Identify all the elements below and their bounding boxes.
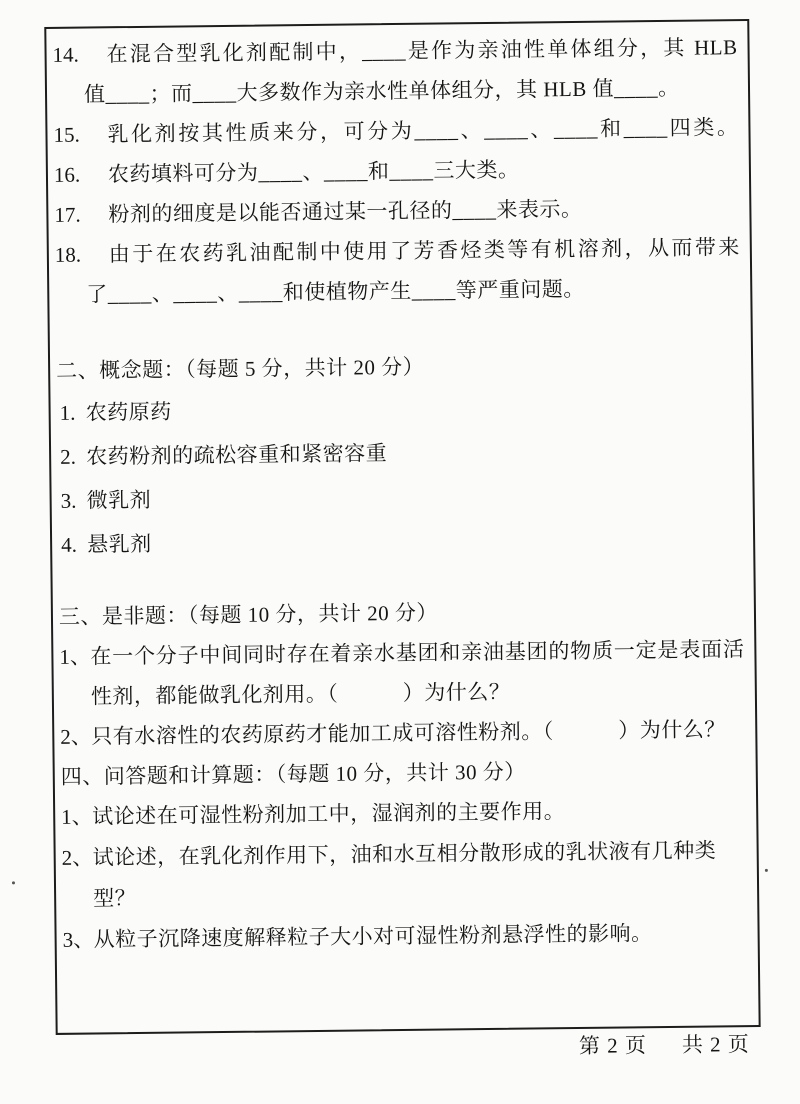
- question-18-text-line-2: 了____、____、____和使植物产生____等严重问题。: [86, 276, 585, 307]
- page-footer: [579, 1032, 750, 1058]
- question-18-text-line-1: 由于在农药乳油配制中使用了芳香烃类等有机溶剂，从而带来: [108, 235, 740, 267]
- section-2-item-1: [56, 383, 741, 435]
- section-3-item-1-text-line-1: 在一个分子中间同时存在着亲水基团和亲油基团的物质一定是表面活: [90, 637, 745, 669]
- question-18-number: 18.: [54, 242, 82, 267]
- question-15-number: 15.: [53, 122, 80, 147]
- scan-artifact-dot: [12, 881, 15, 884]
- question-16-text: 农药填料可分为____、____和____三大类。: [107, 157, 520, 187]
- section-4-item-3-text: 从粒子沉降速度解释粒子大小对可湿性粉剂悬浮性的影响。: [93, 921, 653, 952]
- section-2-item-3-text: 微乳剂: [86, 487, 152, 513]
- footer-total-pages: 共 2 页: [681, 1032, 750, 1057]
- question-15-text: 乳化剂按其性质来分，可分为____、____、____和____四类。: [107, 115, 739, 147]
- question-14-number: 14.: [52, 42, 79, 67]
- page-border-frame: [44, 19, 760, 1035]
- section-3-item-1-text-line-2: 性剂，都能做乳化剂用。（ ）为什么？: [90, 679, 511, 709]
- section-2-item-3-number: 3.: [60, 488, 77, 513]
- section-2-item-1-text: 农药原药: [85, 399, 172, 425]
- section-4-title: 四、问答题和计算题：（每题 10 分，共计 30 分）: [60, 759, 526, 789]
- question-18-row-2: [55, 267, 740, 315]
- section-4-item-3-number: 3、: [62, 927, 95, 952]
- section-2-item-2-text: 农药粉剂的疏松容重和紧密容重: [86, 441, 388, 469]
- section-2-item-2: [57, 427, 742, 479]
- section-2-item-4: [58, 515, 743, 567]
- section-4-item-1-text: 试论述在可湿性粉剂加工中，湿润剂的主要作用。: [92, 799, 566, 829]
- question-14-text-line-1: 在混合型乳化剂配制中，____是作为亲油性单体组分，其 HLB: [106, 35, 738, 67]
- section-3-item-2-number: 2、: [60, 724, 92, 749]
- section-2-item-4-text: 悬乳剂: [87, 531, 152, 557]
- footer-page-number: 第 2 页: [578, 1033, 647, 1059]
- section-4-item-2: [61, 830, 747, 920]
- question-17-text: 粉剂的细度是以能否通过某一孔径的____来表示。: [108, 196, 583, 227]
- scan-artifact-dot: [765, 869, 768, 872]
- question-17-number: 17.: [54, 202, 81, 227]
- section-2-item-2-number: 2.: [60, 444, 77, 469]
- section-3-title: 三、是非题：（每题 10 分，共计 20 分）: [58, 600, 439, 629]
- section-2-title: 二、概念题：（每题 5 分，共计 20 分）: [56, 354, 425, 383]
- section-4-item-2-text: 试论述，在乳化剂作用下，油和水互相分散形成的乳状液有几种类型？: [92, 838, 717, 911]
- section-4-item-2-number: 2、: [61, 845, 94, 870]
- question-16-number: 16.: [53, 162, 81, 187]
- section-2-item-3: [57, 471, 742, 523]
- section-2-item-1-number: 1.: [59, 400, 76, 425]
- section-2-item-4-number: 4.: [61, 532, 78, 557]
- section-3-item-1-number: 1、: [59, 644, 92, 669]
- section-3-item-2-row: [60, 709, 745, 757]
- section-4-item-3: [62, 912, 747, 961]
- question-14-text-line-2: 值____；而____大多数作为亲水性单体组分，其 HLB 值____。: [83, 75, 680, 107]
- section-4-item-1-number: 1、: [61, 804, 93, 829]
- section-3-item-2-text: 只有水溶性的农药原药才能加工成可溶性粉剂。（ ）为什么？: [91, 717, 726, 749]
